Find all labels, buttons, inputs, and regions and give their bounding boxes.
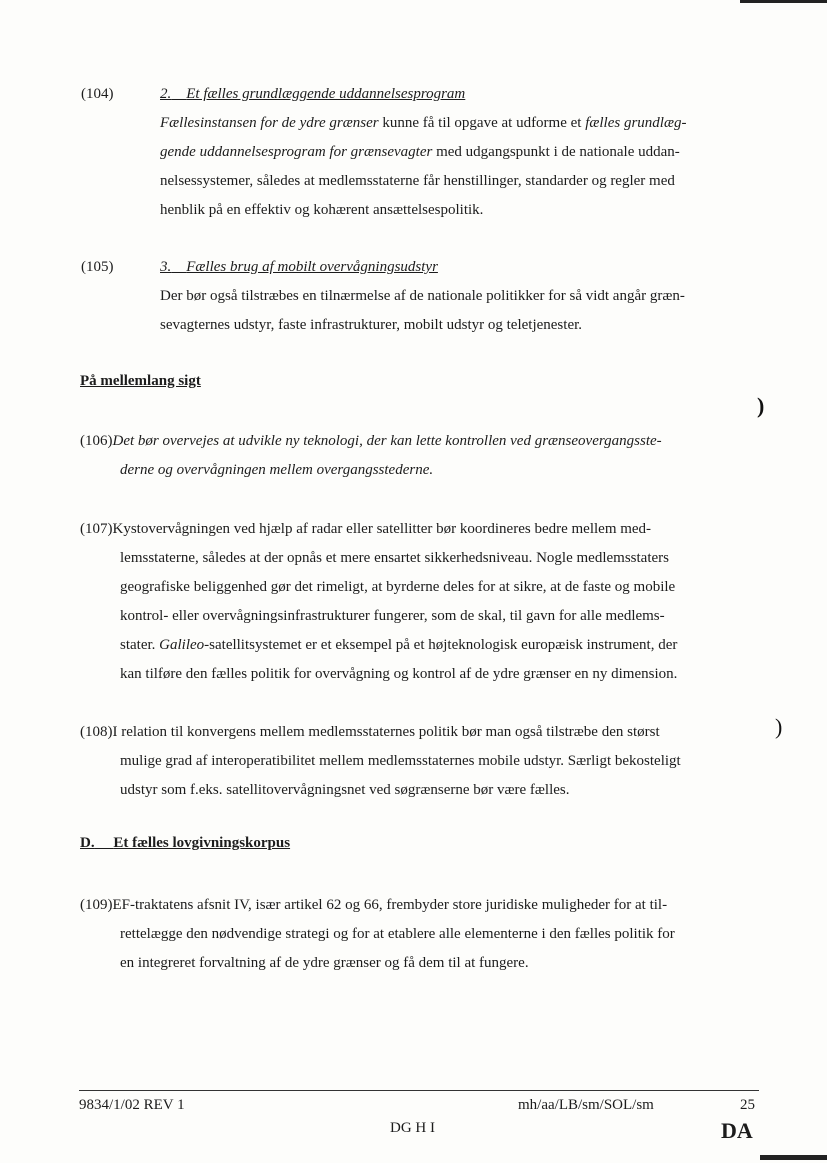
paragraph-107-line-5: stater. Galileo-satellitsystemet er et eksempel på et højteknologisk europæisk instrument, der [120, 637, 678, 653]
paragraph-107 [80, 515, 760, 689]
paragraph-106-line-1: (106)Det bør overvejes at udvikle ny teknologi, der kan lette kontrollen ved grænseovergangsste- [80, 433, 662, 449]
paragraph-number-104: (104) [81, 86, 114, 102]
paragraph-104-title: 2. Et fælles grundlæggende uddannelsesprogram [160, 86, 466, 102]
paragraph-107-line-6: kan tilføre den fælles politik for overvågning og kontrol af de ydre grænser en ny dimension. [120, 666, 678, 682]
paragraph-105-line-2: sevagternes udstyr, faste infrastrukturer, mobilt udstyr og teletjenester. [160, 317, 583, 333]
paragraph-109-line-2: rettelægge den nødvendige strategi og for at etablere alle elementerne i den fælles politik for [120, 926, 675, 942]
paragraph-109-line-1: (109)EF-traktatens afsnit IV, især artikel 62 og 66, frembyder store juridiske muligheder for at til- [80, 897, 668, 913]
paragraph-107-line-1: (107)Kystovervågningen ved hjælp af radar eller satellitter bør koordineres bedre mellem med- [80, 521, 652, 537]
footer-doc-ref: 9834/1/02 REV 1 [79, 1097, 185, 1113]
paragraph-108-line-3: udstyr som f.eks. satellitovervågningsnet ved søgrænserne bør være fælles. [120, 782, 570, 798]
paragraph-107-line-3: geografiske beliggenhed gør det rimeligt, at byrderne deles for at sikre, at de faste og mobile [120, 579, 676, 595]
scan-edge-mark-top [740, 0, 827, 3]
paragraph-104-line-3: nelsessystemer, således at medlemsstaterne får henstillinger, standarder og regler med [160, 173, 675, 189]
footer-rule [79, 1090, 759, 1091]
paragraph-107-line-4: kontrol- eller overvågningsinfrastrukturer fungerer, som de skal, til gavn for alle medlems- [120, 608, 665, 624]
paragraph-106 [80, 427, 760, 485]
paragraph-104 [160, 80, 760, 225]
margin-bracket-mark: ) [757, 393, 765, 418]
margin-bracket-mark-2: ) [775, 714, 783, 739]
medium-term-heading: På mellemlang sigt [80, 373, 201, 389]
paragraph-108 [80, 718, 760, 805]
footer-initials: mh/aa/LB/sm/SOL/sm [518, 1097, 654, 1113]
scan-edge-mark-bottom [760, 1155, 827, 1160]
paragraph-104-line-1: Fællesinstansen for de ydre grænser kunne få til opgave at udforme et fælles grundlæg- [160, 115, 687, 131]
paragraph-104-line-4: henblik på en effektiv og kohærent ansættelsespolitik. [160, 202, 484, 218]
paragraph-105 [160, 253, 760, 340]
footer-dg: DG H I [390, 1120, 435, 1136]
paragraph-106-line-2: derne og overvågningen mellem overgangsstederne. [120, 462, 434, 478]
footer-language: DA [721, 1118, 753, 1143]
paragraph-105-title: 3. Fælles brug af mobilt overvågningsudstyr [160, 259, 438, 275]
paragraph-105-line-1: Der bør også tilstræbes en tilnærmelse af de nationale politikker for så vidt angår græn- [160, 288, 685, 304]
paragraph-107-line-2: lemsstaterne, således at der opnås et mere ensartet sikkerhedsniveau. Nogle medlemsstaters [120, 550, 669, 566]
paragraph-109 [80, 891, 760, 978]
footer-page-number: 25 [740, 1097, 755, 1113]
paragraph-108-line-2: mulige grad af interoperatibilitet mellem medlemsstaternes mobile udstyr. Særligt bekosteligt [120, 753, 681, 769]
paragraph-104-line-2: gende uddannelsesprogram for grænsevagter med udgangspunkt i de nationale uddan- [160, 144, 680, 160]
paragraph-109-line-3: en integreret forvaltning af de ydre grænser og få dem til at fungere. [120, 955, 529, 971]
section-d-heading: D. Et fælles lovgivningskorpus [80, 835, 291, 851]
paragraph-number-105: (105) [81, 259, 114, 275]
paragraph-108-line-1: (108)I relation til konvergens mellem medlemsstaternes politik bør man også tilstræbe den størst [80, 724, 660, 740]
